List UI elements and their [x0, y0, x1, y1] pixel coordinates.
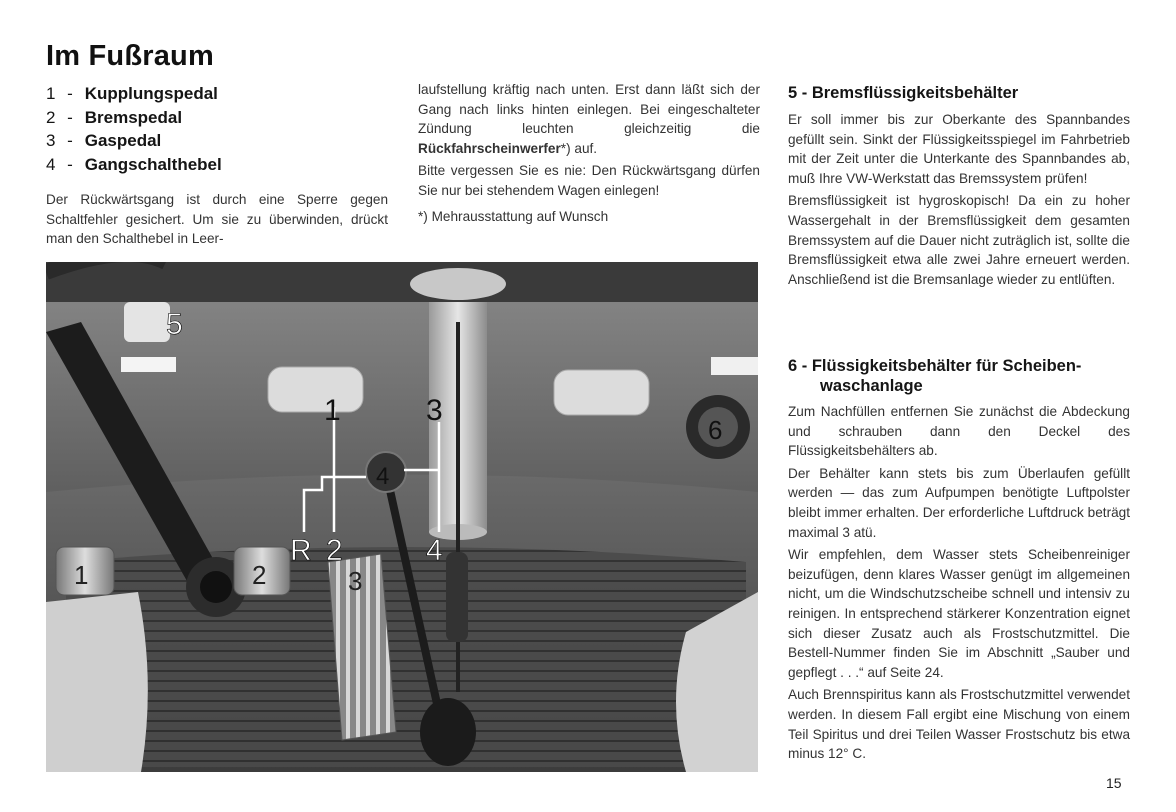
legend-item: 2 - Bremspedal — [46, 106, 396, 130]
legend-label: Bremspedal — [84, 107, 183, 127]
legend-list — [46, 82, 396, 176]
legend-number: 3 — [46, 131, 56, 150]
pedal-label-2: 2 — [252, 560, 267, 590]
section-5-paragraph-1: Er soll immer bis zur Oberkante des Spannbandes gefüllt sein. Sinkt der Flüssigkeitsspiegel im Fahrbetrieb mit der Zeit unter die Unterkante des Spannbandes ab, muß Ihre VW-Werkstatt das Bremssystem prüfen! — [788, 112, 1130, 186]
col2-p1-start: laufstellung kräftig nach unten. Erst dann läßt sich der Gang nach links hinten einlegen. Bei eingeschalteter Zündung leuchten gleichzeitig die — [418, 82, 760, 137]
section-5-paragraph-2: Bremsflüssigkeit ist hygroskopisch! Da ein zu hoher Wassergehalt in der Bremsflüssigkeit dem gesamten Bremssystem auf die Dauer nicht zuträglich ist, sollte die Bremsflüssigkeit etwa alle zwei Jahre erneuert werden. Anschließend ist die Bremsanlage wieder zu entlüften. — [788, 193, 1130, 287]
reverse-gear-continuation — [418, 80, 760, 229]
section-6-heading — [788, 356, 1138, 396]
pedal-label-3: 3 — [348, 566, 363, 596]
col2-paragraph-1 — [418, 80, 760, 158]
photo-label-5: 5 — [166, 308, 183, 341]
section-6-paragraph-3: Wir empfehlen, dem Wasser stets Scheibenreiniger beizufügen, denn klares Wasser genügt im allgemeinen nicht, um die Windschutzscheibe schnell und intensiv zu reinigen. In entsprechend stärkerer Konzentration eignet sich dieser Zusatz auch als Frostschutzmittel. Die Bestell-Nummer finden Sie im Abschnitt „Sauber und gepflegt . . .“ auf Seite 24. — [788, 547, 1130, 680]
legend-item: 1 - Kupplungspedal — [46, 82, 396, 106]
section-6-heading-line-2: waschanlage — [820, 377, 923, 395]
shift-pattern-4: 4 — [426, 534, 443, 567]
section-6-paragraph-2: Der Behälter kann stets bis zum Überlaufen gefüllt werden — das zum Aufpumpen benötigte Luftpolster bleibt immer erhalten. Der erforderliche Luftdruck beträgt maximal 3 atü. — [788, 465, 1130, 540]
legend-number: 2 — [46, 107, 56, 127]
legend-number: 4 — [46, 154, 56, 174]
legend-label: Gaspedal — [84, 131, 162, 150]
legend-item: 3 - Gaspedal — [46, 129, 396, 153]
legend-label: Gangschalthebel — [84, 154, 222, 174]
footwell-photo — [46, 262, 758, 772]
col1-text: Der Rückwärtsgang ist durch eine Sperre gegen Schaltfehler gesichert. Um sie zu überwinden, drückt man den Schalthebel in Leer- — [46, 192, 388, 247]
photo-label-6: 6 — [708, 415, 723, 445]
col2-paragraph-2: Bitte vergessen Sie es nie: Den Rückwärtsgang dürfen Sie nur bei stehendem Wagen einlegen! — [418, 163, 760, 198]
page-title: Im Fußraum — [46, 40, 214, 72]
section-5-heading: 5 - Bremsflüssigkeitsbehälter — [788, 84, 1019, 102]
pedal-label-1: 1 — [74, 560, 89, 590]
shift-pattern-R: R — [290, 534, 312, 567]
reverse-gear-paragraph — [46, 190, 388, 252]
section-6-heading-line-1: 6 - Flüssigkeitsbehälter für Scheiben- — [788, 357, 1082, 375]
section-6-paragraph-4: Auch Brennspiritus kann als Frostschutzmittel verwendet werden. In diesem Fall ergibt eine Mischung von einem Teil Spiritus und drei Teilen Wasser Frostschutz bis etwa minus 12° C. — [788, 687, 1130, 762]
page-number: 15 — [1106, 775, 1122, 791]
legend-item: 4 - Gangschalthebel — [46, 153, 396, 177]
section-6-paragraph-1: Zum Nachfüllen entfernen Sie zunächst die Abdeckung und schrauben dann den Deckel des Flüssigkeitsbehälters ab. — [788, 404, 1130, 459]
footnote: *) Mehrausstattung auf Wunsch — [418, 208, 609, 224]
legend-label: Kupplungspedal — [84, 84, 218, 103]
section-6-body — [788, 402, 1130, 767]
photo-label-1: 1 — [324, 394, 341, 427]
photo-label-4: 4 — [376, 463, 390, 490]
photo-label-3: 3 — [426, 394, 443, 427]
reversing-lights-term: Rückfahrscheinwerfer — [418, 140, 561, 156]
footwell-photo-graphic — [46, 262, 758, 772]
legend-number: 1 — [46, 84, 56, 103]
col2-p1-end: *) auf. — [560, 140, 598, 156]
shift-pattern-2: 2 — [326, 534, 343, 567]
section-5-body — [788, 110, 1130, 292]
